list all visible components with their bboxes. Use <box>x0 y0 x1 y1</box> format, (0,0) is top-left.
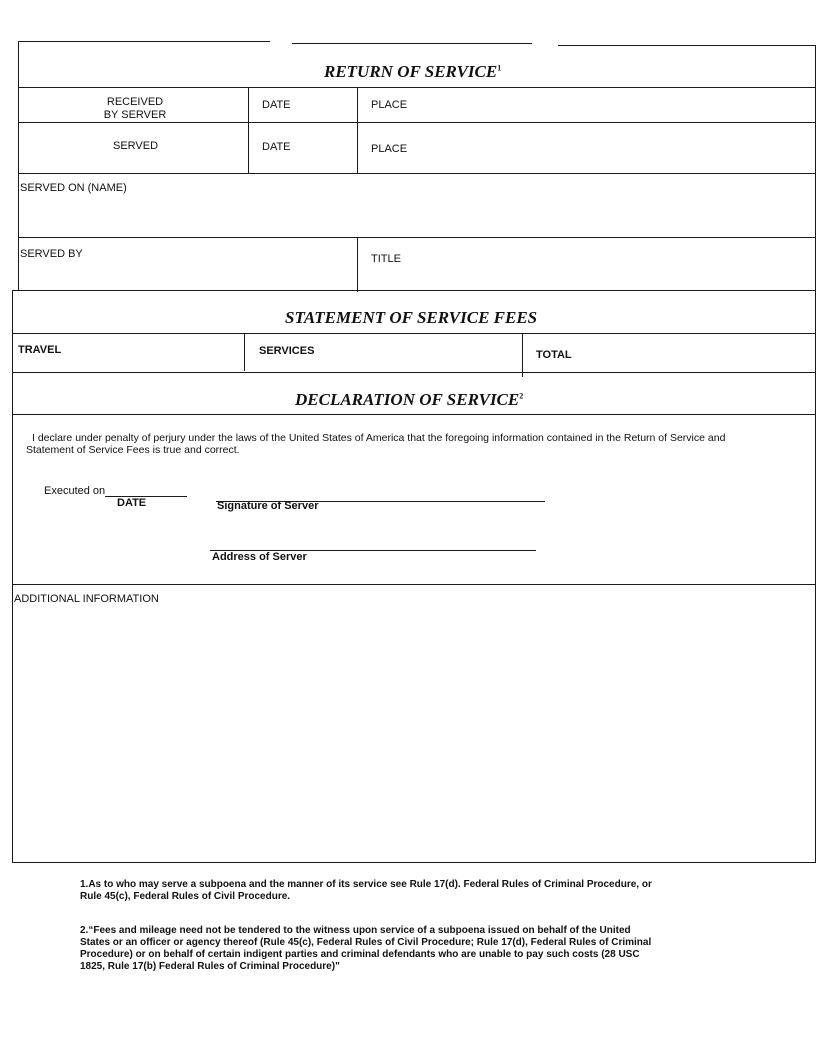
date-caption: DATE <box>117 497 147 509</box>
total-field[interactable]: TOTAL <box>536 349 572 361</box>
col-divider-travel <box>244 333 245 371</box>
col-divider-1 <box>248 87 249 173</box>
declaration-text: I declare under penalty of perjury under the laws of the United States of America that the foregoing information contained in the Return of Service and Statement of Service Fees is true and correct. <box>26 432 726 456</box>
form-left-border-lower <box>12 290 13 862</box>
service-fees-heading: STATEMENT OF SERVICE FEES <box>285 308 538 327</box>
row-divider-fees <box>12 372 816 373</box>
rule-below-return-heading <box>18 87 816 88</box>
served-on-name-field[interactable]: SERVED ON (NAME) <box>20 182 127 194</box>
row-divider-served-on <box>18 237 816 238</box>
served-place-field[interactable]: PLACE <box>371 143 408 155</box>
served-label: SERVED <box>113 140 159 152</box>
footnote-1: 1.As to who may serve a subpoena and the manner of its service see Rule 17(d). Federal Rules of Criminal Procedure, or Rule 45(c), Federal Rules of Civil Procedure. <box>80 879 652 902</box>
col-divider-served-by <box>357 237 358 292</box>
rule-below-declaration-heading <box>12 414 816 415</box>
top-rule-right <box>558 45 816 46</box>
signature-caption: Signature of Server <box>217 500 319 512</box>
rule-below-fees-heading <box>12 333 816 334</box>
form-left-border <box>18 41 19 291</box>
services-field[interactable]: SERVICES <box>259 345 315 357</box>
received-place-field[interactable]: PLACE <box>371 99 408 111</box>
served-date-field[interactable]: DATE <box>262 141 291 153</box>
received-date-field[interactable]: DATE <box>262 99 291 111</box>
title-field[interactable]: TITLE <box>371 253 401 265</box>
top-rule-left <box>18 41 270 42</box>
additional-information-field[interactable]: ADDITIONAL INFORMATION <box>14 593 159 605</box>
footnote-2: 2.“Fees and mileage need not be tendered to the witness upon service of a subpoena issued on behalf of the United States or an officer or agency thereof (Rule 45(c), Federal Rules of Civil Procedure; Rule 17(d), Federal Rules of Criminal Procedure) or on behalf of certain indigent parties and criminal defendants who are unable to pay such costs (28 USC 1825, Rule 17(b) Federal Rules of Criminal Procedure)" <box>80 925 652 972</box>
declaration-heading: DECLARATION OF SERVICE$^2$ <box>295 390 524 409</box>
row-divider-received <box>18 122 816 123</box>
top-rule-middle <box>292 43 532 44</box>
travel-field[interactable]: TRAVEL <box>18 344 62 356</box>
served-by-field[interactable]: SERVED BY <box>20 248 83 260</box>
row-divider-served-by <box>12 290 816 291</box>
form-bottom-border <box>12 862 816 863</box>
col-divider-services <box>522 333 523 377</box>
col-divider-2 <box>357 87 358 173</box>
return-of-service-heading: RETURN OF SERVICE$^1$ <box>324 62 502 81</box>
row-divider-served <box>18 173 816 174</box>
received-by-server-label: RECEIVED BY SERVER <box>103 96 167 121</box>
executed-on-label: Executed on <box>44 485 106 497</box>
row-divider-declaration <box>12 584 816 585</box>
address-caption: Address of Server <box>212 551 307 563</box>
